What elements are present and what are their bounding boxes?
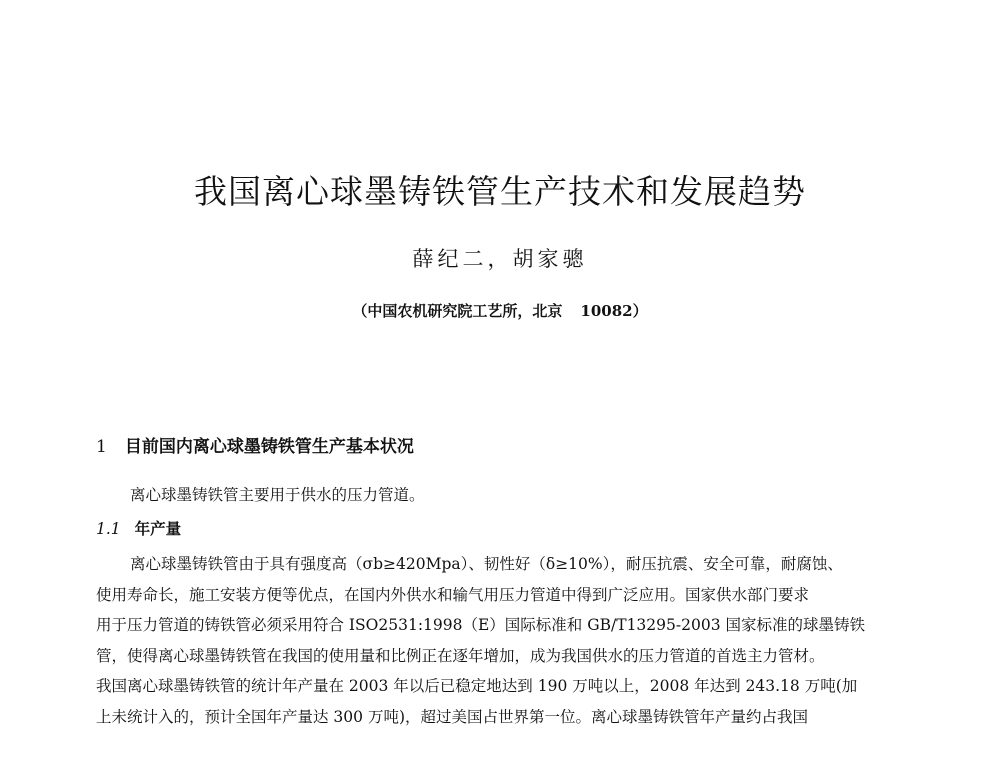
paper-authors: 薛纪二，胡家骢: [412, 247, 588, 271]
section-1-title: 目前国内离心球墨铸铁管生产基本状况: [124, 437, 414, 457]
intro-paragraph: 离心球墨铸铁管主要用于供水的压力管道。: [130, 486, 425, 504]
affiliation-postcode: 10082）: [580, 302, 648, 320]
section-1-heading: [96, 432, 414, 457]
subsection-1-1-title: 年产量: [134, 519, 182, 538]
affiliation-org: （中国农机研究院工艺所，北京: [352, 302, 563, 320]
body-line: 用于压力管道的铸铁管必须采用符合 ISO2531:1998（E）国际标准和 GB/T13295-2003 国家标准的球墨铸铁: [96, 616, 865, 634]
subsection-1-1-number: 1.1: [96, 520, 121, 538]
subsection-1-1-heading: [96, 517, 181, 539]
body-line: 使用寿命长，施工安装方便等优点，在国内外供水和输气用压力管道中得到广泛应用。国家供水部门要求: [96, 585, 810, 604]
body-line: 管，使得离心球墨铸铁管在我国的使用量和比例正在逐年增加，成为我国供水的压力管道的首选主力管材。: [96, 646, 825, 665]
affiliation: [0, 300, 1000, 321]
body-paragraph: [96, 549, 916, 732]
section-1-number: 1: [96, 437, 107, 457]
paper-title: 我国离心球墨铸铁管生产技术和发展趋势: [194, 172, 806, 211]
body-line: 我国离心球墨铸铁管的统计年产量在 2003 年以后已稳定地达到 190 万吨以上，2008 年达到 243.18 万吨(加: [96, 677, 858, 695]
body-line: 离心球墨铸铁管由于具有强度高（σb≥420Mpa）、韧性好（δ≥10%），耐压抗震、安全可靠，耐腐蚀、: [130, 555, 843, 573]
body-line: 上未统计入的，预计全国年产量达 300 万吨)，超过美国占世界第一位。离心球墨铸铁管年产量约占我国: [96, 707, 808, 726]
